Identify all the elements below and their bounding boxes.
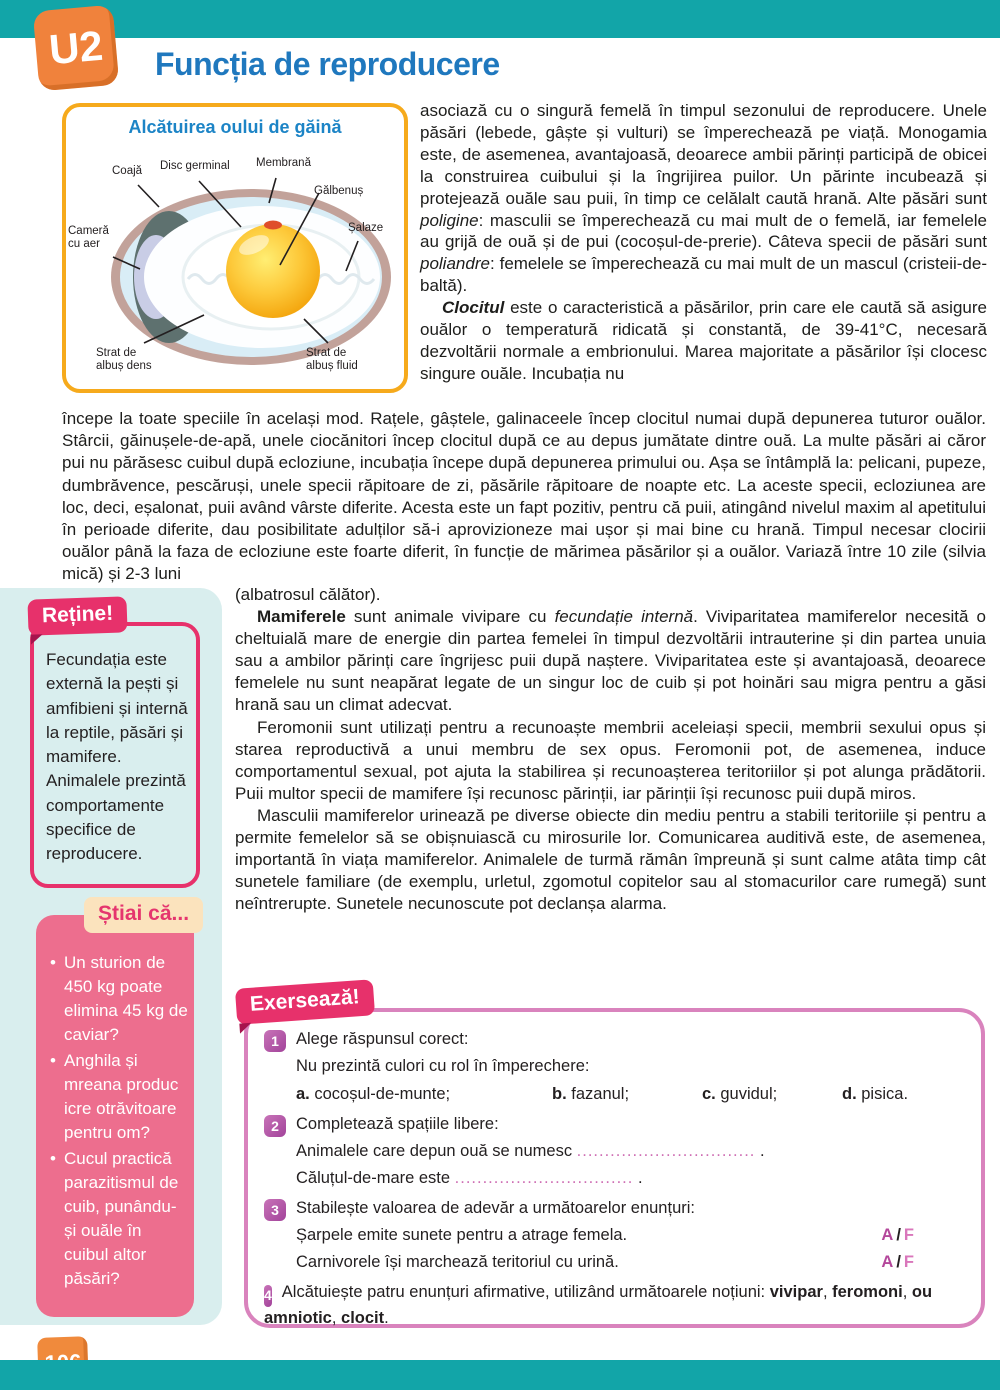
exercise-3 <box>264 1197 964 1274</box>
paragraph-feromonii: Feromonii sunt utilizați pentru a recunoaște membrii aceleiași specii, membrii sexului opus și starea reproductivă a unui membru de sex opus. Feromonii pot, de asemenea, induce comportamentul sexual, pot ajuta la stabilirea și recunoașterea teritoriilor și pot alunga prădătorii. Puii multor specii de mamifere își recunosc părinții, iar părinții își recunosc puii după miros. <box>235 717 986 803</box>
exercises-box <box>244 1008 985 1328</box>
paragraph-albatros: (albatrosul călător). <box>235 585 381 604</box>
stiai-item-anghila: • Anghila și mreana produc icre otrăvitoare pentru om? <box>50 1049 188 1145</box>
label-salaze: Șalaze <box>348 222 384 234</box>
option-a: a. cocoșul-de-munte; <box>296 1085 451 1103</box>
exercise-4 <box>264 1281 964 1330</box>
exercise-1-options <box>296 1083 964 1106</box>
option-d: d. pisica. <box>842 1085 909 1103</box>
true-false-choice: A / F <box>881 1253 914 1271</box>
retine-tab: Reține! <box>27 596 127 635</box>
exercise-3-statement-2: Carnivorele își marchează teritoriul cu urină. A / F <box>296 1251 964 1274</box>
stiai-ca-box <box>36 915 194 1317</box>
stiai-ca-tab: Știai că... <box>84 897 203 933</box>
exercise-1-number: 1 <box>264 1030 286 1052</box>
retine-text: Fecundația este externă la pești și amfibieni și internă la reptile, păsări și mamifere. Animalele prezintă comportamente specifice de reproducere. <box>46 650 188 864</box>
exercise-1 <box>264 1028 964 1106</box>
exercise-2-blank-1: Animalele care depun ouă se numesc ................................ . <box>296 1142 765 1160</box>
label-galbenus: Gălbenuș <box>314 185 364 197</box>
paragraph-monogamie: asociază cu o singură femelă în timpul sezonului de reproducere. Unele păsări (lebede, gâște și vulturi) se împerechează pe viață. Monogamia este, de asemenea, avantajoasă, deoarece ambii părinți participă de obicei la construirea cuibului și la îngrijirea puilor. Un părinte incubează și protejează ouăle sau puii, în timp ce celălalt caută hrană. Alte păsări sunt poligine: masculii se împerechează cu mai mult de o femelă, iar femelele au grijă de ouă și de pui (cocoșul-de-prerie). Câteva specii de păsări sunt poliandre: femelele se împerechează cu mai mult de un mascul (cristeii-de-baltă). <box>420 101 987 296</box>
exercise-1-title: Alege răspunsul corect: <box>296 1030 469 1048</box>
blank-dots: ................................ <box>454 1169 634 1187</box>
top-teal-bar <box>0 0 1000 38</box>
label-strat-albus-dens: Strat de albuș dens <box>96 347 152 372</box>
unit-badge-label: U2 <box>47 21 105 74</box>
blank-dots: ................................ <box>576 1142 756 1160</box>
exercise-2 <box>264 1113 964 1190</box>
option-b: b. fazanul; <box>552 1085 630 1103</box>
exercise-4-text: Alcătuiește patru enunțuri afirmative, utilizând următoarele noțiuni: vivipar, feromoni, ou amniotic, clocit. <box>264 1283 933 1327</box>
paragraph-masculii: Masculii mamiferelor urinează pe diverse obiecte din mediu pentru a stabili teritoriile și pentru a permite femelelor să se obișnuiască cu mirosurile lor. Comunicarea auditivă este, de asemenea, importantă în viața mamiferelor. Animalele de turmă rămân împreună și sunt calme atâta timp cât sunetele familiare (de exemplu, urletul, zgomotul copitelor sau al stomacurilor care rumegă) sunt neîntrerupte. Sunetele necunoscute pot declanșa alarma. <box>235 805 986 914</box>
paragraph-mamiferele: Mamiferele sunt animale vivipare cu fecundație internă. Viviparitatea mamiferelor necesită o cheltuială mare de energie din partea femelei în timpul dezvoltării intrauterine și din partea unuia sau a ambilor părinți care îngrijesc puii după naștere. Viviparitatea este și avantajoasă, deoarece femelele nu sunt neapărat legate de un singur loc de cuib și pot hoinări sau migra pentru a găsi hrană sau un climat adecvat. <box>235 607 987 715</box>
bottom-teal-bar <box>0 1360 1000 1390</box>
exercise-2-number: 2 <box>264 1115 286 1137</box>
article-column-right <box>420 100 987 385</box>
exercise-3-title: Stabilește valoarea de adevăr a următoarelor enunțuri: <box>296 1199 695 1217</box>
exercises-content <box>264 1028 964 1330</box>
page-title: Funcția de reproducere <box>155 46 500 82</box>
label-coaja: Coajă <box>112 165 143 177</box>
article-full-width <box>62 408 986 586</box>
label-membrana: Membrană <box>256 157 311 169</box>
paragraph-clocitul: Clocitul este o caracteristică a păsărilor, prin care ele caută să asigure ouălor o temperatură ridicată și constantă, de 39-41°C, necesară dezvoltării normale a embrionului. Marea majoritate a păsărilor își clocesc singure ouăle. Incubația nu <box>420 298 987 383</box>
exercise-2-blank-2: Căluțul-de-mare este ................................ . <box>296 1169 643 1187</box>
paragraph-incubatie: începe la toate speciile în același mod. Rațele, gâștele, galinaceele încep clocitul numai după depunerea tuturor ouălor. Stârcii, găinușele-de-apă, unele ciocănitori încep clocitul după ce au depus jumătate dintre ouă. La multe păsări ai căror pui nu părăsesc cuibul după ecloziune, incubația începe după depunerea primului ou. Așa se întâmplă la: pelicani, pupeze, dumbrăvence, pescăruși, unele specii răpitoare de zi, păsările răpitoare de noapte etc. La aceste specii, ecloziunea are loc, deci, eșalonat, puii având vârste diferite. Acesta este un fapt pozitiv, pentru că puii, atingând nivelul maxim al apetitului în perioade diferite, dau posibilitate adulților să-i aprovizioneze mai ușor și mai bine cu hrană. Timpul necesar clocirii ouălor până la faza de ecloziune este foarte diferit, în funcție de mărimea păsărilor și a ouălor. Variază între 10 zile (silvia mică) și 2-3 luni <box>62 409 986 584</box>
egg-diagram-box <box>62 103 408 393</box>
true-false-choice: A / F <box>881 1226 914 1244</box>
label-camera-cu-aer: Cameră cu aer <box>68 225 109 250</box>
stiai-ca-list <box>50 951 188 1291</box>
article-beside-sidebar <box>235 584 986 915</box>
label-strat-albus-fluid: Strat de albuș fluid <box>306 347 358 372</box>
option-c: c. guvidul; <box>702 1085 778 1103</box>
label-disc-germinal: Disc germinal <box>160 160 230 172</box>
germinal-disc <box>264 221 282 230</box>
exercise-4-number: 4 <box>264 1285 272 1307</box>
exercise-2-title: Completează spațiile libere: <box>296 1115 499 1133</box>
exercise-1-question: Nu prezintă culori cu rol în împerechere: <box>296 1057 590 1075</box>
exercise-3-number: 3 <box>264 1199 286 1221</box>
egg-yolk <box>226 224 320 318</box>
exercise-3-statement-1: Șarpele emite sunete pentru a atrage femela. A / F <box>296 1224 964 1247</box>
exerseaza-tab: Exersează! <box>235 979 375 1025</box>
unit-badge <box>33 5 120 92</box>
stiai-item-cucul: • Cucul practică parazitismul de cuib, punându-și ouăle în cuibul altor păsări? <box>50 1147 188 1291</box>
diagram-title: Alcătuirea oului de găină <box>128 117 342 137</box>
stiai-item-sturion: • Un sturion de 450 kg poate elimina 45 kg de caviar? <box>50 951 188 1047</box>
